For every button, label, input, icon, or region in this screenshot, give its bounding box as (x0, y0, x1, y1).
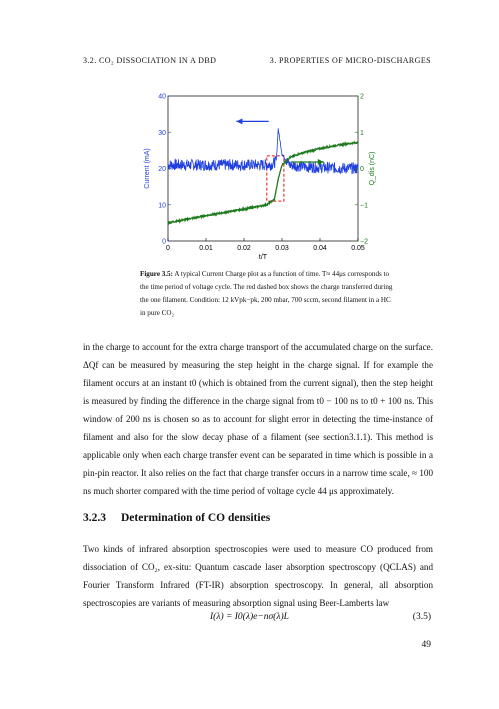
x-tick-label: 0.02 (237, 245, 251, 252)
beer-lambert-equation: I(λ) = I0(λ)e−nσ(λ)L (210, 612, 289, 622)
y-left-tick-label: 10 (158, 202, 166, 210)
y-left-tick-label: 20 (158, 166, 166, 173)
y-left-tick-label: 0 (162, 238, 166, 246)
y-right-tick-label: 0 (360, 166, 364, 173)
y-left-axis-label: Current (mA) (144, 148, 151, 189)
y-left-tick-label: 30 (158, 129, 166, 137)
page-number: 49 (421, 640, 431, 650)
y-right-tick-label: 2 (360, 93, 364, 101)
caption-label: Figure 3.5: (140, 270, 173, 278)
x-tick-label: 0.04 (313, 245, 327, 252)
y-right-tick-label: −1 (360, 202, 368, 210)
header-left: 3.2. CO₂ DISSOCIATION IN A DBD (83, 56, 217, 65)
x-axis-label: t/T (258, 254, 268, 261)
y-right-tick-label: −2 (360, 238, 368, 246)
y-left-tick-label: 40 (158, 93, 166, 101)
x-tick-label: 0.05 (351, 245, 365, 252)
x-tick-label: 0.01 (199, 245, 213, 252)
current-charge-plot (140, 88, 380, 268)
section-title: Determination of CO densities (121, 512, 271, 524)
y-right-tick-label: 1 (360, 129, 364, 137)
paragraph-charge-measurement: in the charge to account for the extra charge transport of the accumulated charge on the surface. ΔQf can be measured by measuring the step height in the charge signal. If for example the filament occurs at an instant t0 (which is obtained from the current signal), then the step height is measured by finding the difference in the charge signal from t0 − 100 ns to t0 + 100 ns. This window of 200 ns is chosen so as to account for slight error in detecting the time-instance of filament and also for the slow decay phase of a filament (see section3.1.1). This method is applicable only when each charge transfer event can be separated in time which is possible in a pin-pin reactor. It also relies on the fact that charge transfer occurs in a narrow time scale, ≈ 100 ns much shorter compared with the time period of voltage cycle 44 μs approximately. (83, 342, 433, 496)
y-right-axis-label: Q_dis (nC) (369, 151, 376, 186)
paragraph-co-densities: Two kinds of infrared absorption spectroscopies were used to measure CO produced from dissociation of CO₂, ex-situ: Quantum cascade laser absorption spectroscopy (QCLAS) and Fourier Transform Infrared (FT-IR) absorption spectroscopy. In general, all absorption spectroscopies are variants of measuring absorption signal using Beer-Lamberts law (83, 544, 433, 608)
caption-text: A typical Current Charge plot as a function of time. T≈ 44μs corresponds to the time period of voltage cycle. The red dashed box shows the charge transferred during the one filament. Condition: 12 kVpk−pk, 200 mbar, 700 sccm, second filament in a HC in pure CO₂ (140, 270, 393, 317)
header-right: 3. PROPERTIES OF MICRO-DISCHARGES (269, 56, 431, 65)
section-number: 3.2.3 (83, 512, 106, 524)
x-tick-label: 0.03 (275, 245, 289, 252)
section-heading (83, 512, 270, 524)
x-tick-label: 0 (166, 245, 170, 252)
equation-number: (3.5) (412, 612, 431, 622)
figure-caption (140, 268, 396, 320)
